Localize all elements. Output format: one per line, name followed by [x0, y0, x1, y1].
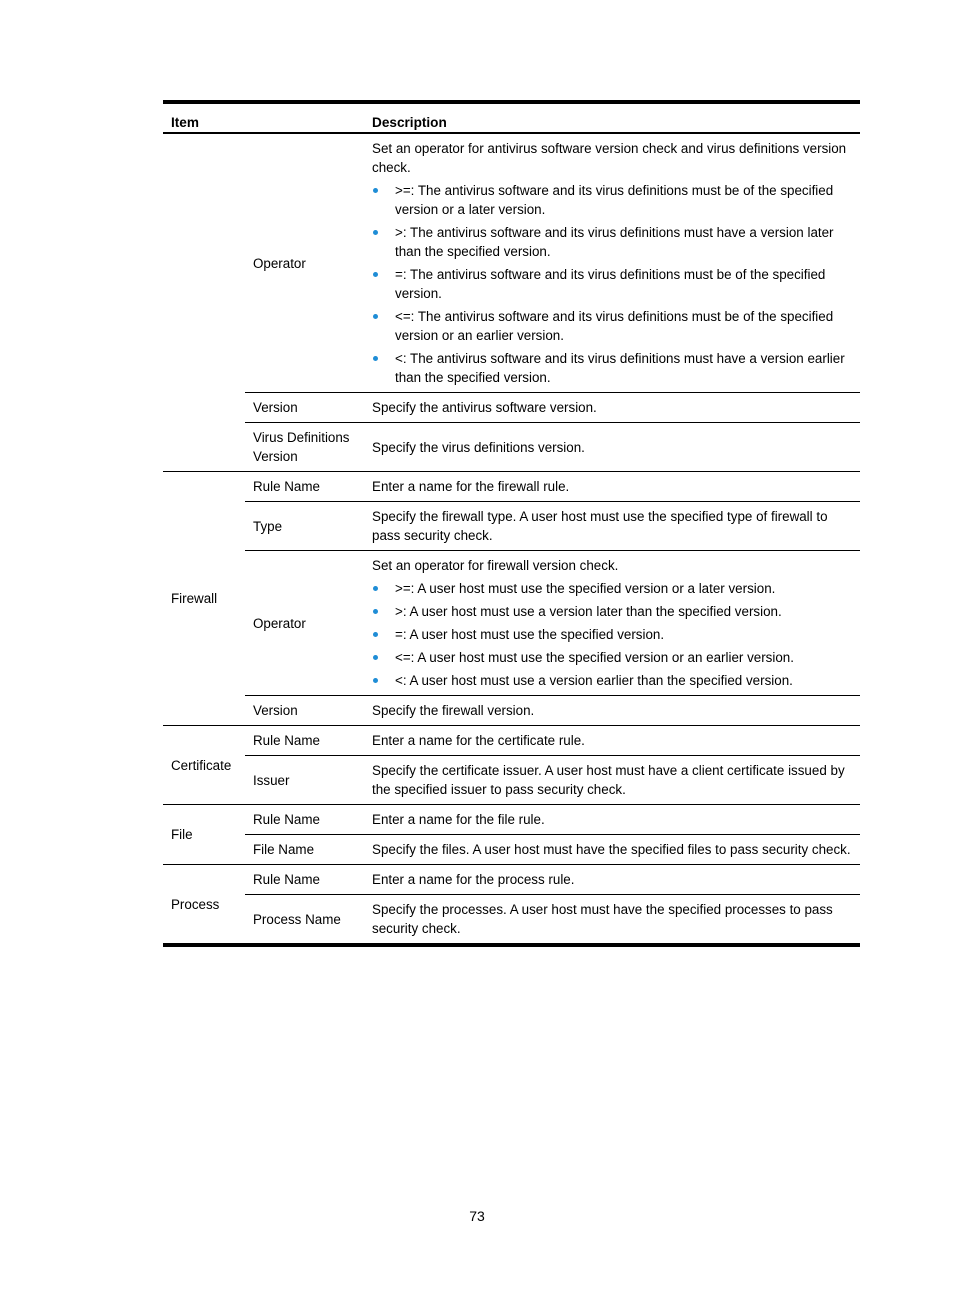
table-header-row	[163, 102, 860, 133]
table-row	[163, 895, 860, 946]
description-cell	[364, 133, 860, 393]
item-cell: Firewall	[163, 472, 245, 726]
list-item: >: The antivirus software and its virus definitions must have a version later than the specified version.	[372, 223, 852, 261]
list-item: <: The antivirus software and its virus definitions must have a version earlier than the specified version.	[372, 349, 852, 387]
description-cell: Specify the firewall version.	[364, 696, 860, 726]
list-item: <=: A user host must use the specified version or an earlier version.	[372, 648, 852, 667]
bullet-icon	[373, 230, 378, 235]
list-item: <: A user host must use a version earlier than the specified version.	[372, 671, 852, 690]
table-row	[163, 696, 860, 726]
item-cell: File	[163, 805, 245, 865]
bullet-icon	[373, 586, 378, 591]
bullet-icon	[373, 609, 378, 614]
bullet-icon	[373, 632, 378, 637]
list-item: >: A user host must use a version later than the specified version.	[372, 602, 852, 621]
description-cell: Enter a name for the process rule.	[364, 865, 860, 895]
description-intro: Set an operator for antivirus software version check and virus definitions version check.	[372, 141, 847, 175]
item-cell: Certificate	[163, 726, 245, 805]
sub-item-cell: Operator	[245, 551, 364, 696]
table-row	[163, 393, 860, 423]
table-row	[163, 726, 860, 756]
bullet-list	[372, 181, 852, 387]
sub-item-cell: Process Name	[245, 895, 364, 946]
bullet-icon	[373, 188, 378, 193]
table-row	[163, 835, 860, 865]
description-cell: Specify the firewall type. A user host must use the specified type of firewall to pass security check.	[364, 502, 860, 551]
description-intro: Set an operator for firewall version check.	[372, 558, 619, 573]
page-number: 73	[469, 1208, 485, 1224]
table-row	[163, 551, 860, 696]
table-row	[163, 472, 860, 502]
description-cell: Specify the antivirus software version.	[364, 393, 860, 423]
header-description: Description	[364, 102, 860, 133]
sub-item-cell: File Name	[245, 835, 364, 865]
description-cell: Enter a name for the file rule.	[364, 805, 860, 835]
sub-item-cell: Rule Name	[245, 726, 364, 756]
table-row	[163, 756, 860, 805]
description-cell: Enter a name for the certificate rule.	[364, 726, 860, 756]
bullet-icon	[373, 314, 378, 319]
bullet-icon	[373, 678, 378, 683]
sub-item-cell: Issuer	[245, 756, 364, 805]
description-cell: Specify the virus definitions version.	[364, 423, 860, 472]
table-row	[163, 865, 860, 895]
table-row	[163, 805, 860, 835]
sub-item-cell: Type	[245, 502, 364, 551]
sub-item-cell: Virus Definitions Version	[245, 423, 364, 472]
list-item: =: The antivirus software and its virus definitions must be of the specified version.	[372, 265, 852, 303]
bullet-icon	[373, 356, 378, 361]
description-cell: Specify the certificate issuer. A user host must have a client certificate issued by the specified issuer to pass security check.	[364, 756, 860, 805]
list-item: >=: A user host must use the specified version or a later version.	[372, 579, 852, 598]
bullet-list	[372, 579, 852, 690]
list-item: <=: The antivirus software and its virus definitions must be of the specified version or an earlier version.	[372, 307, 852, 345]
sub-item-cell: Rule Name	[245, 805, 364, 835]
description-cell: Specify the files. A user host must have the specified files to pass security check.	[364, 835, 860, 865]
bullet-icon	[373, 272, 378, 277]
item-cell: Process	[163, 865, 245, 946]
bullet-icon	[373, 655, 378, 660]
sub-item-cell: Operator	[253, 255, 306, 271]
parameter-table	[163, 100, 860, 947]
list-item: =: A user host must use the specified version.	[372, 625, 852, 644]
header-item: Item	[163, 102, 364, 133]
sub-item-cell: Rule Name	[245, 865, 364, 895]
description-cell: Specify the processes. A user host must have the specified processes to pass security check.	[364, 895, 860, 946]
list-item: >=: The antivirus software and its virus definitions must be of the specified version or a later version.	[372, 181, 852, 219]
sub-item-cell: Rule Name	[245, 472, 364, 502]
table-row	[163, 133, 860, 393]
table-row	[163, 423, 860, 472]
description-cell	[364, 551, 860, 696]
description-cell: Enter a name for the firewall rule.	[364, 472, 860, 502]
sub-item-cell: Version	[245, 393, 364, 423]
sub-item-cell: Version	[245, 696, 364, 726]
item-cell-antivirus	[163, 133, 245, 472]
table-row	[163, 502, 860, 551]
